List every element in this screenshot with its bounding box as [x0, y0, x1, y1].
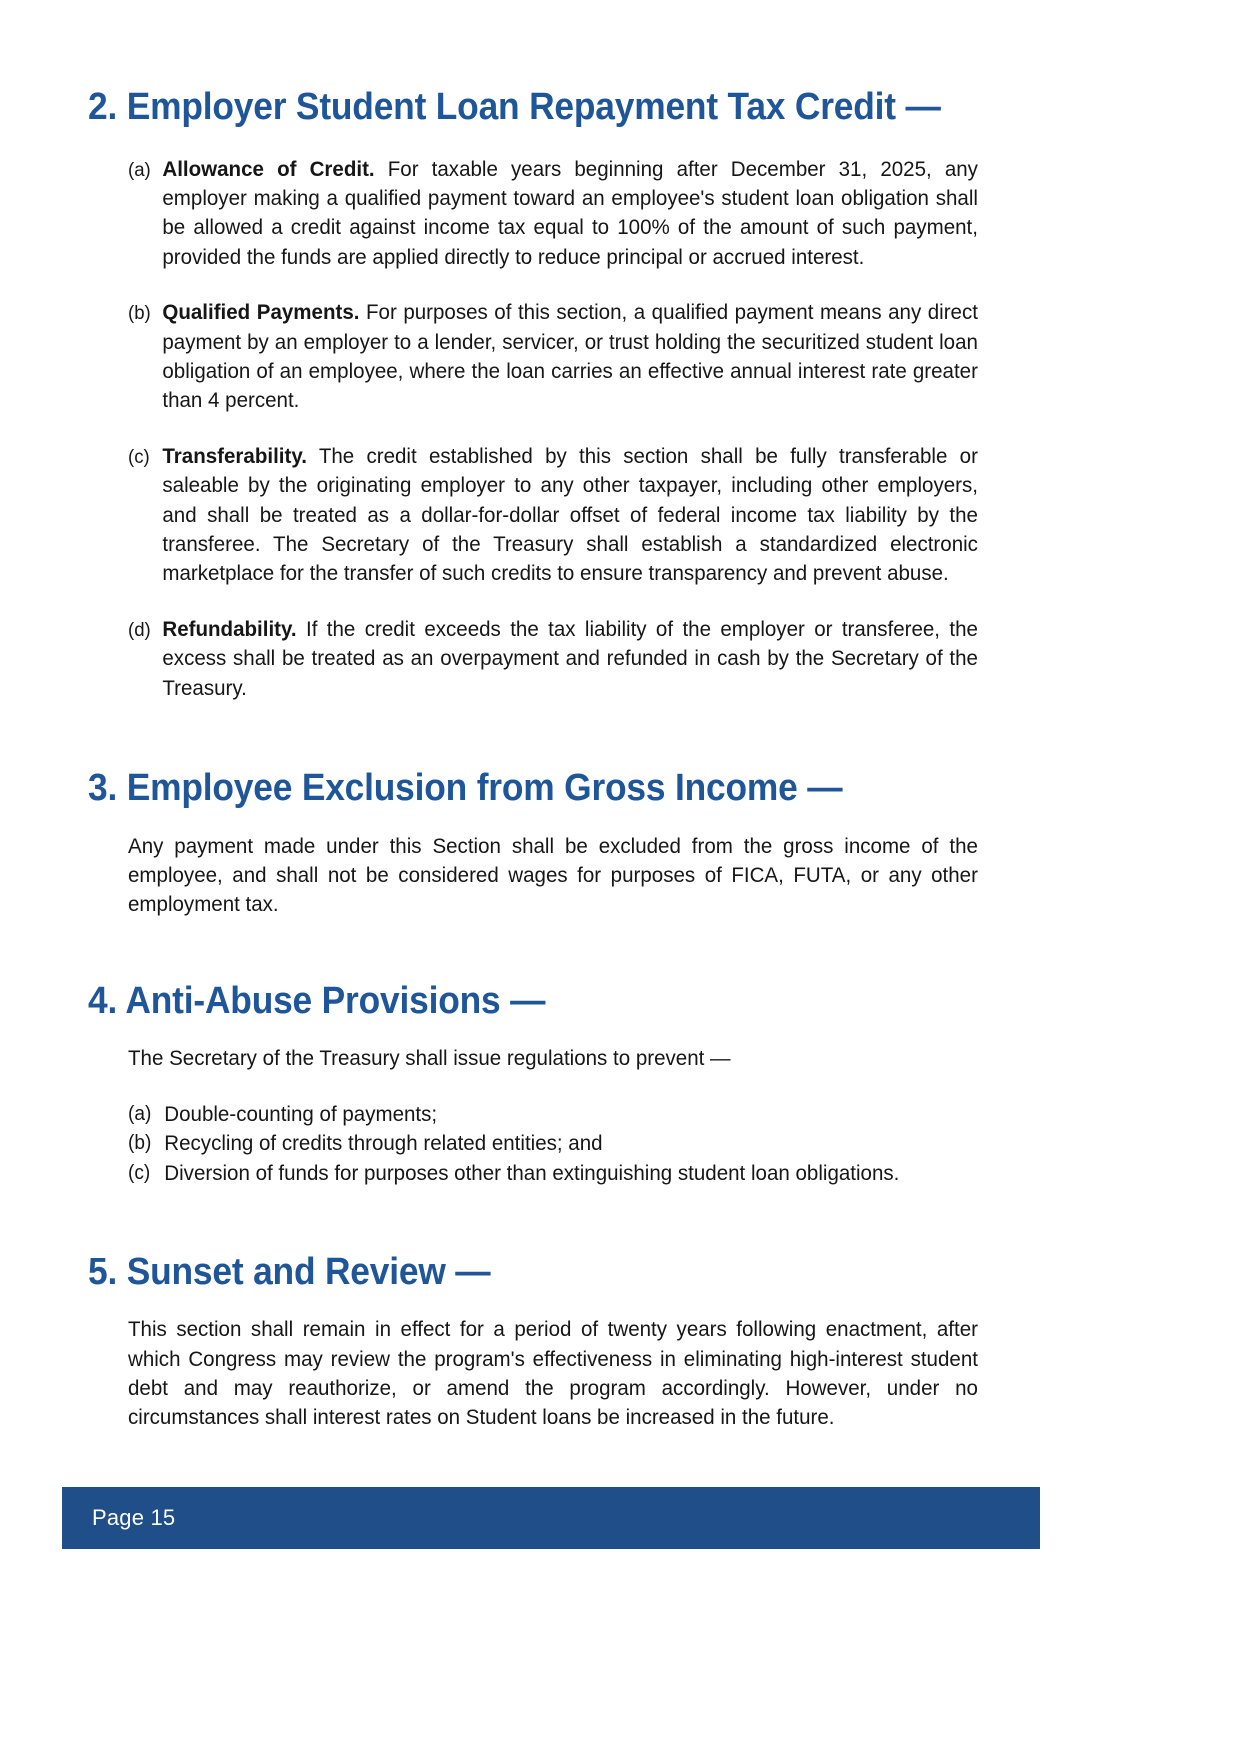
clause-body-2b: For purposes of this section, a qualified payment means any direct payment by an employer to a lender, servicer, or trust holding the securitized student loan obligation of an employee, where the loan carries an effective annual interest rate greater than 4 percent.	[162, 300, 978, 413]
list-marker-4c: (c)	[128, 1161, 151, 1184]
clause-marker-2d: (d)	[128, 618, 151, 641]
clause-lead-2c: Transferability.	[162, 443, 307, 468]
section-heading-3: 3. Employee Exclusion from Gross Income —	[88, 767, 843, 810]
clause-text-2b	[162, 298, 978, 416]
section-heading-4: 4. Anti-Abuse Provisions —	[88, 979, 546, 1022]
section-4-list	[128, 1100, 978, 1189]
clause-body-2a: For taxable years beginning after December 31, 2025, any employer making a qualified payment toward an employee's student loan obligation shall be allowed a credit against income tax equal to 100% of the amount of such payment, provided the funds are applied directly to reduce principal or accrued interest.	[162, 156, 978, 269]
list-text-4b: Recycling of credits through related entities; and	[164, 1131, 603, 1156]
clause-lead-2d: Refundability.	[162, 616, 297, 641]
clause-marker-2b: (b)	[128, 302, 151, 325]
clause-2c	[128, 442, 978, 589]
page-footer-bar	[62, 1487, 1040, 1549]
clause-2d	[128, 615, 978, 703]
clause-2a	[128, 155, 978, 273]
list-marker-4a: (a)	[128, 1102, 152, 1125]
list-item	[128, 1100, 978, 1130]
clause-body-2d: If the credit exceeds the tax liability of the employer or transferee, the excess shall be treated as an overpayment and refunded in cash by the Secretary of the Treasury.	[162, 616, 978, 700]
clause-2b	[128, 298, 978, 416]
clause-body-2c: The credit established by this section shall be fully transferable or saleable by the originating employer to any other taxpayer, including other employers, and shall be treated as a dollar-for-dollar offset of federal income tax liability by the transferee. The Secretary of the Treasury shall establish a standardized electronic marketplace for the transfer of such credits to ensure transparency and prevent abuse.	[162, 443, 978, 586]
clause-marker-2a: (a)	[128, 158, 151, 181]
list-marker-4b: (b)	[128, 1132, 152, 1155]
clause-marker-2c: (c)	[128, 445, 150, 468]
clause-lead-2a: Allowance of Credit.	[162, 156, 375, 181]
section-4-intro: The Secretary of the Treasury shall issue regulations to prevent —	[128, 1046, 731, 1071]
section-5-body: This section shall remain in effect for a period of twenty years following enactment, after which Congress may review the program's effectiveness in eliminating high-interest student debt and may reauthorize, or amend the program accordingly. However, under no circumstances shall interest rates on Student loans be increased in the future.	[128, 1317, 978, 1430]
list-item	[128, 1129, 978, 1159]
page-number-label: Page 15	[92, 1505, 176, 1530]
clause-text-2c	[162, 442, 978, 589]
section-heading-2: 2. Employer Student Loan Repayment Tax Credit —	[88, 86, 941, 128]
list-text-4c: Diversion of funds for purposes other than extinguishing student loan obligations.	[164, 1160, 900, 1185]
list-text-4a: Double-counting of payments;	[164, 1101, 438, 1126]
list-item	[128, 1159, 978, 1189]
section-heading-5: 5. Sunset and Review —	[88, 1250, 491, 1293]
clause-lead-2b: Qualified Payments.	[162, 300, 360, 325]
clause-text-2a	[162, 155, 978, 273]
page-content	[88, 86, 1018, 1433]
section-3-body: Any payment made under this Section shall be excluded from the gross income of the employee, and shall not be considered wages for purposes of FICA, FUTA, or any other employment tax.	[128, 833, 978, 917]
clause-text-2d	[162, 615, 978, 703]
